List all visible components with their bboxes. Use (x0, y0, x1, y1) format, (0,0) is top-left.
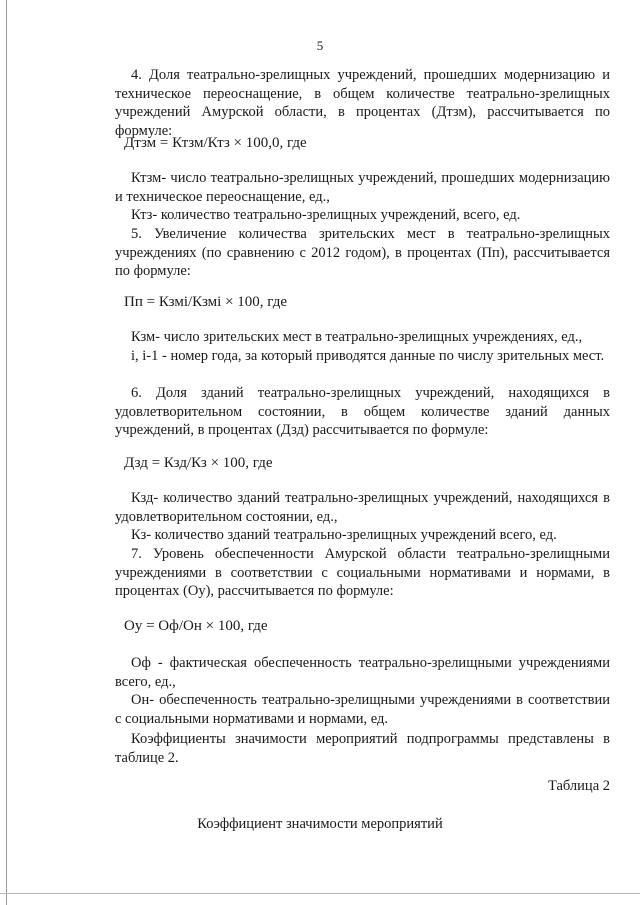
item5-paragraph: 5. Увеличение количества зрительских мест в театрально-зрелищных учреждениях (по сравнению с 2012 годом), в процентах (Пп), рассчитывается по формуле: (115, 226, 610, 279)
page-number: 5 (316, 38, 324, 53)
item7-definition-1: Оф - фактическая обеспеченность театрально-зрелищными учреждениями всего, ед., (115, 655, 610, 690)
closing-paragraph: Коэффициенты значимости мероприятий подпрограммы представлены в таблице 2. (115, 731, 610, 766)
item7-formula: Оу = Оф/Он × 100, где (124, 618, 268, 634)
item6-definition-1: Кзд- количество зданий театрально-зрелищных учреждений, находящихся в удовлетворительном состоянии, ед., (115, 490, 610, 525)
table-label: Таблица 2 (547, 778, 610, 794)
item7-paragraph: 7. Уровень обеспеченности Амурской области театрально-зрелищными учреждениями в соответствии с социальными нормативами и нормами, в процентах (Оу), рассчитывается по формуле: (115, 546, 610, 599)
item4-definition-1: Ктзм- число театрально-зрелищных учреждений, прошедших модернизацию и техническое переоснащение, ед., (115, 170, 610, 205)
item5-definition-2: i, i-1 - номер года, за который приводятся данные по числу зрительных мест. (131, 348, 605, 364)
item4-definition-2: Ктз- количество театрально-зрелищных учреждений, всего, ед. (131, 207, 521, 223)
item7-definition-2: Он- обеспеченность театрально-зрелищными учреждениями в соответствии с социальными нормативами и нормами, ед. (115, 692, 610, 727)
item6-definition-2: Кз- количество зданий театрально-зрелищных учреждений всего, ед. (131, 527, 557, 543)
item4-paragraph: 4. Доля театрально-зрелищных учреждений, прошедших модернизацию и техническое переоснащение, в общем количестве театрально-зрелищных учреждений Амурской области, в процентах (Дтзм), рассчитывается по формуле: (115, 67, 610, 139)
item4-formula: Дтзм = Ктзм/Ктз × 100,0, где (124, 135, 307, 151)
table-title: Коэффициент значимости мероприятий (197, 816, 443, 832)
item6-formula: Дзд = Кзд/Кз × 100, где (124, 455, 273, 471)
item5-definition-1: Кзм- число зрительских мест в театрально-зрелищных учреждениях, ед., (131, 329, 583, 345)
left-margin-line (6, 0, 7, 905)
bottom-edge-line (0, 893, 640, 894)
item6-paragraph: 6. Доля зданий театрально-зрелищных учреждений, находящихся в удовлетворительном состоянии, в общем количестве зданий данных учреждений, в процентах (Дзд) рассчитывается по формуле: (115, 385, 610, 438)
item5-formula: Пп = Кзмi/Кзмi × 100, где (124, 294, 288, 310)
